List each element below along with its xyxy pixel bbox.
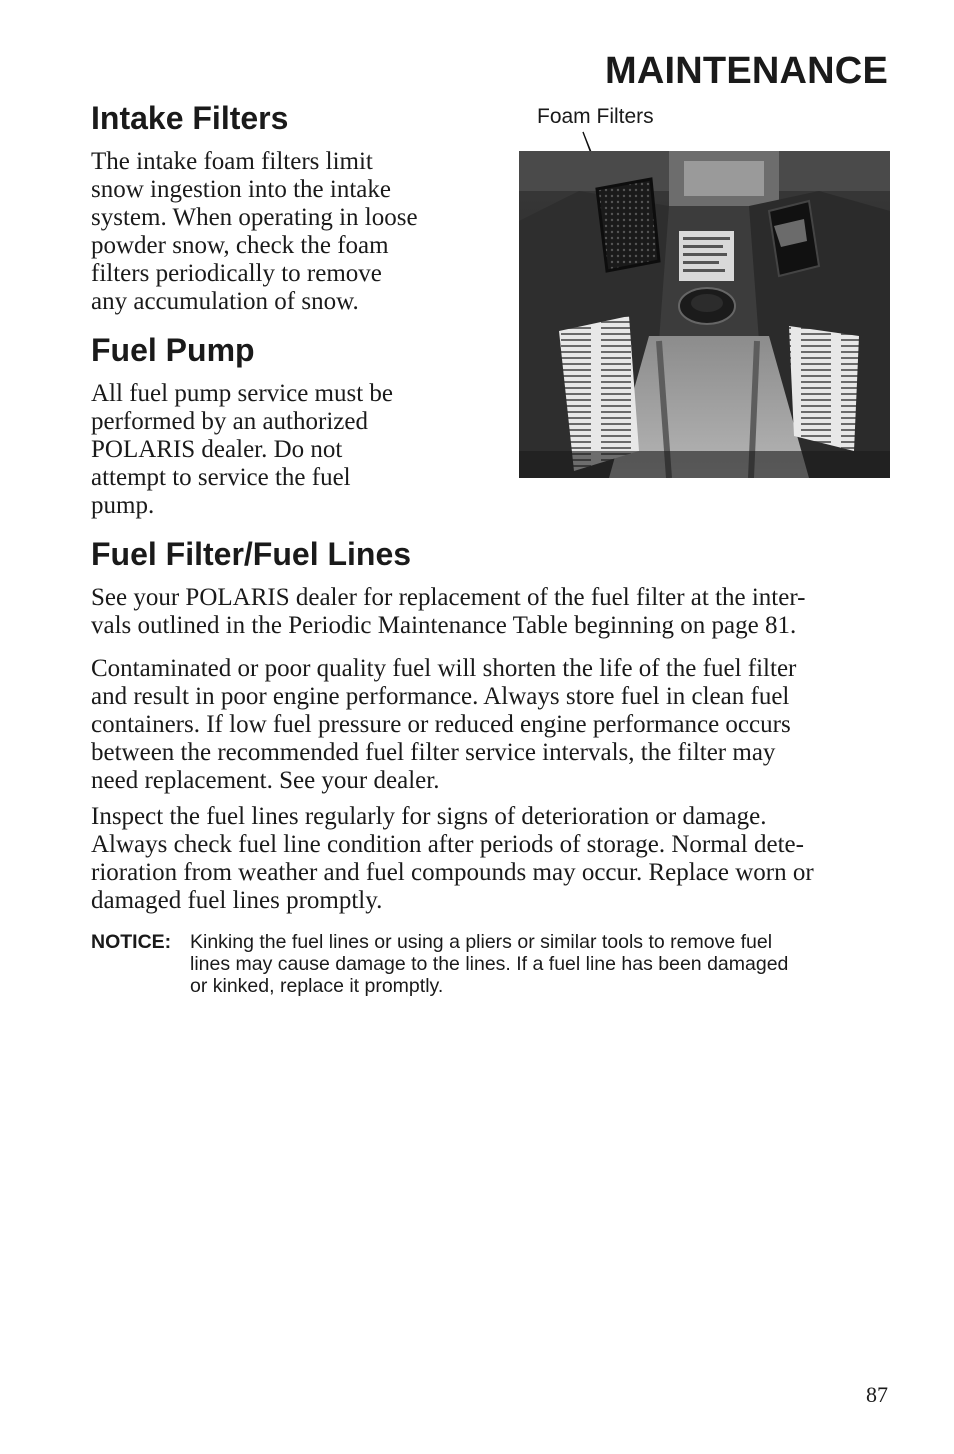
text-line: system. When operating in loose <box>91 204 418 231</box>
text-line: Contaminated or poor quality fuel will shorten the life of the fuel filter <box>91 655 797 682</box>
text-line: lines may cause damage to the lines. If a fuel line has been damaged <box>190 953 789 975</box>
text-line: need replacement. See your dealer. <box>91 767 440 794</box>
text-line: snow ingestion into the intake <box>91 176 391 203</box>
fuel-filter-heading: Fuel Filter/Fuel Lines <box>91 536 412 572</box>
text-line: rioration from weather and fuel compounds may occur. Replace worn or <box>91 859 814 886</box>
fuel-filter-paragraph-1 <box>91 584 806 640</box>
text-line: and result in poor engine performance. Always store fuel in clean fuel <box>91 683 790 710</box>
text-line: any accumulation of snow. <box>91 288 359 315</box>
text-line: Always check fuel line condition after periods of storage. Normal dete- <box>91 831 804 858</box>
text-line: The intake foam filters limit <box>91 148 373 175</box>
text-line: vals outlined in the Periodic Maintenance Table beginning on page 81. <box>91 612 797 639</box>
text-line: See your POLARIS dealer for replacement of the fuel filter at the inter- <box>91 584 806 611</box>
notice-label: NOTICE: <box>91 931 172 953</box>
fuel-filter-paragraph-2 <box>91 655 796 795</box>
text-line: Kinking the fuel lines or using a pliers or similar tools to remove fuel <box>190 931 773 953</box>
fuel-filter-paragraph-3 <box>91 803 814 915</box>
text-line: powder snow, check the foam <box>91 232 389 259</box>
text-line: attempt to service the fuel <box>91 464 351 491</box>
foam-filters-photo <box>519 151 890 478</box>
page-number: 87 <box>866 1382 888 1407</box>
intake-filters-paragraph <box>91 148 418 316</box>
text-line: between the recommended fuel filter service intervals, the filter may <box>91 739 776 766</box>
notice-text <box>190 931 788 997</box>
text-line: performed by an authorized <box>91 408 368 435</box>
section-title: MAINTENANCE <box>605 50 888 92</box>
text-line: POLARIS dealer. Do not <box>91 436 343 463</box>
figure-caption: Foam Filters <box>537 105 654 128</box>
text-line: Inspect the fuel lines regularly for signs of deterioration or damage. <box>91 803 767 830</box>
text-line: damaged fuel lines promptly. <box>91 887 383 914</box>
text-line: containers. If low fuel pressure or reduced engine performance occurs <box>91 711 791 738</box>
fuel-pump-heading: Fuel Pump <box>91 332 255 368</box>
text-line: filters periodically to remove <box>91 260 382 287</box>
text-line: All fuel pump service must be <box>91 380 394 407</box>
snowmobile-illustration <box>519 151 890 478</box>
intake-filters-heading: Intake Filters <box>91 100 289 136</box>
fuel-pump-paragraph <box>91 380 393 520</box>
text-line: pump. <box>91 492 155 519</box>
text-line: or kinked, replace it promptly. <box>190 975 444 997</box>
